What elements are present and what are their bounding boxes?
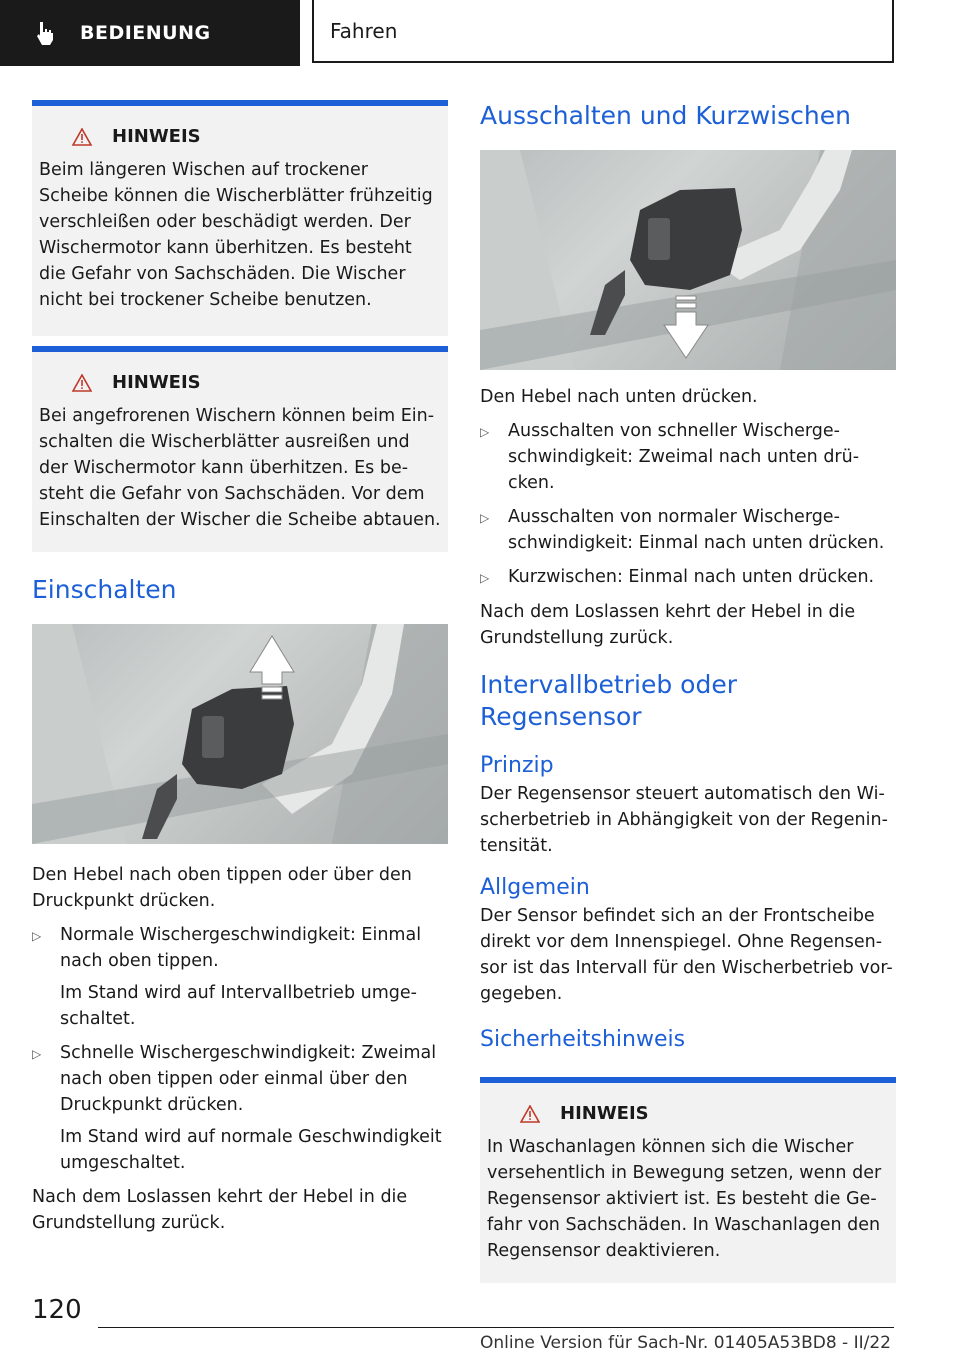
lever-up-illustration xyxy=(32,624,448,844)
notice-title: HINWEIS xyxy=(112,372,201,393)
text-line: Beim längeren Wischen auf trockener xyxy=(39,160,368,180)
right-column xyxy=(480,100,896,1283)
notice-text xyxy=(39,403,442,533)
chapter-title: Fahren xyxy=(330,18,398,43)
left-column xyxy=(32,100,448,1236)
bullet-list xyxy=(480,418,896,591)
text-line: verschleißen oder beschädigt werden. Der xyxy=(39,212,411,232)
triangle-bullet-icon: ▷ xyxy=(480,511,490,525)
notice-title: HINWEIS xyxy=(560,1103,649,1124)
text-line: Druckpunkt drücken. xyxy=(32,891,216,911)
text-line: Wischermotor kann überhitzen. Es besteht xyxy=(39,238,412,258)
section-heading: Intervallbetrieb oder Regensensor xyxy=(480,670,737,731)
text-line: die Gefahr von Sachschäden. Die Wischer xyxy=(39,264,406,284)
text-line: Nach dem Loslassen kehrt der Hebel in die xyxy=(32,1187,408,1207)
triangle-bullet-icon: ▷ xyxy=(32,1047,42,1061)
list-item: ▷ Ausschalten von normaler Wischerge- schwindigkeit: Einmal nach unten drücken. xyxy=(480,504,896,556)
bullet-list xyxy=(32,922,448,1176)
chapter-tab xyxy=(312,0,894,63)
list-item: ▷ Kurzwischen: Einmal nach unten drücken. xyxy=(480,564,896,591)
section-heading: Einschalten xyxy=(32,575,177,604)
subsection-heading: Prinzip xyxy=(480,753,554,778)
section-heading: Ausschalten und Kurzwischen xyxy=(480,101,851,130)
paragraph: Der Regensensor steuert automatisch den Wi- scherbetrieb in Abhängigkeit von der Regenin- tensität. xyxy=(480,784,888,856)
page-header xyxy=(0,0,960,66)
text-line: Grundstellung zurück. xyxy=(480,628,674,648)
notice-title: HINWEIS xyxy=(112,126,201,147)
notice-text xyxy=(39,157,442,313)
paragraph: Der Sensor befindet sich an der Frontscheibe direkt vor dem Innenspiegel. Ohne Regensen- sor ist das Intervall für den Wischerbetrieb vor- gegeben. xyxy=(480,906,893,1004)
triangle-bullet-icon: ▷ xyxy=(32,929,42,943)
notice-text xyxy=(487,1134,890,1264)
list-item-note: Im Stand wird auf Intervallbetrieb umge- schaltet. xyxy=(60,983,417,1029)
warning-triangle-icon xyxy=(72,128,92,146)
list-item: ▷ Schnelle Wischergeschwindigkeit: Zweimal nach oben tippen oder einmal über den Druckpunkt drücken. xyxy=(32,1040,448,1118)
warning-triangle-icon xyxy=(72,374,92,392)
text-line: versehentlich in Bewegung setzen, wenn der xyxy=(487,1163,882,1183)
section-title: BEDIENUNG xyxy=(80,22,211,44)
pointing-hand-icon xyxy=(34,20,58,46)
list-item-note: Im Stand wird auf normale Geschwindigkeit umgeschaltet. xyxy=(60,1127,442,1173)
text-line: Scheibe können die Wischerblätter frühzeitig xyxy=(39,186,433,206)
wiper-lever-image xyxy=(32,624,448,844)
subsection-heading: Allgemein xyxy=(480,875,590,900)
instruction-text xyxy=(32,1184,448,1236)
instruction-text: Den Hebel nach unten drücken. xyxy=(480,387,758,407)
instruction-text xyxy=(32,862,448,914)
text-line: der Wischermotor kann überhitzen. Es be- xyxy=(39,458,409,478)
triangle-bullet-icon: ▷ xyxy=(480,425,490,439)
instruction-text xyxy=(480,599,896,651)
section-tab xyxy=(0,0,300,66)
text-line: fahr von Sachschäden. In Waschanlagen den xyxy=(487,1215,881,1235)
list-item: ▷ Normale Wischergeschwindigkeit: Einmal nach oben tippen. xyxy=(32,922,448,974)
text-line: Regensensor aktiviert ist. Es besteht die Ge- xyxy=(487,1189,877,1209)
page-number: 120 xyxy=(32,1295,82,1325)
text-line: Einschalten der Wischer die Scheibe abtauen. xyxy=(39,510,441,530)
text-line: steht die Gefahr von Sachschäden. Vor dem xyxy=(39,484,425,504)
text-line: Nach dem Loslassen kehrt der Hebel in die xyxy=(480,602,856,622)
list-item: ▷ Ausschalten von schneller Wischerge- schwindigkeit: Zweimal nach unten drü- cken. xyxy=(480,418,896,496)
footer-version-text: Online Version für Sach-Nr. 01405A53BD8 - II/22 xyxy=(480,1333,891,1353)
notice-box xyxy=(480,1077,896,1283)
text-line: Bei angefrorenen Wischern können beim Ein- xyxy=(39,406,435,426)
subsection-heading: Sicherheitshinweis xyxy=(480,1027,686,1052)
text-line: Grundstellung zurück. xyxy=(32,1213,226,1233)
triangle-bullet-icon: ▷ xyxy=(480,571,490,585)
footer-divider xyxy=(98,1327,894,1328)
text-line: Den Hebel nach oben tippen oder über den xyxy=(32,865,412,885)
text-line: nicht bei trockener Scheibe benutzen. xyxy=(39,290,372,310)
text-line: In Waschanlagen können sich die Wischer xyxy=(487,1137,854,1157)
text-line: Regensensor deaktivieren. xyxy=(487,1241,721,1261)
wiper-lever-image xyxy=(480,150,896,370)
notice-box xyxy=(32,100,448,336)
lever-down-illustration xyxy=(480,150,896,370)
text-line: schalten die Wischerblätter ausreißen und xyxy=(39,432,410,452)
warning-triangle-icon xyxy=(520,1105,540,1123)
notice-box xyxy=(32,346,448,552)
